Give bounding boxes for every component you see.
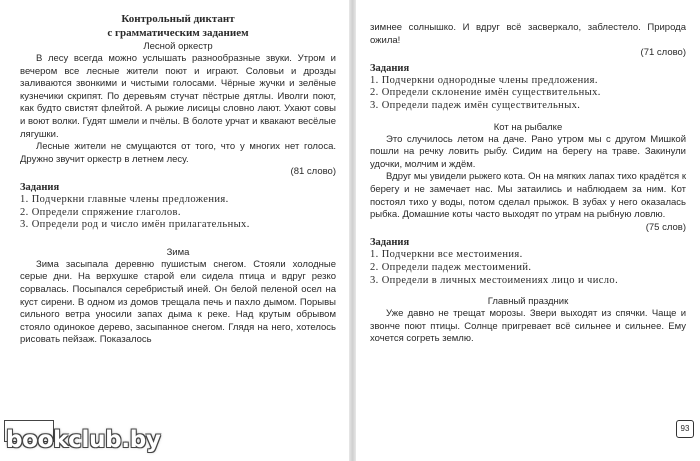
book-gutter: [349, 0, 356, 461]
tasks2-item: 2. Определи склонение имён существительных.: [370, 87, 601, 99]
tasks3-title: Задания: [370, 237, 410, 249]
watermark-logo-text: bookclub.by: [6, 427, 161, 453]
tasks1-item: 3. Определи род и число имён прилагательных.: [20, 219, 250, 231]
tasks1-item: 1. Подчеркни главные члены предложения.: [20, 193, 229, 205]
tasks1-title: Задания: [20, 181, 60, 193]
text4-paragraph1: Уже давно не трещат морозы. Звери выходят из спячки. Чаще и звонче поют птицы. Солнце пригревает всё сильнее и сильнее. Ему хочется согреть землю.: [370, 308, 686, 345]
tasks2-item: 1. Подчеркни однородные члены предложения.: [370, 74, 598, 86]
right-page: [356, 0, 700, 461]
section-title-line1: Контрольный диктант: [121, 13, 235, 25]
text2-word-count: (71 слово): [640, 47, 686, 59]
text-heading-cat-fishing: Кот на рыбалке: [493, 121, 563, 133]
watermark: [0, 420, 184, 454]
section-title-line2: с грамматическим заданием: [107, 27, 249, 39]
text2-paragraph1: Зима засыпала деревню пушистым снегом. Стояли холодные серые дни. На верхушке старой ели сидела птица и вдруг резко сорвалась. Посыпался серебристый иней. Он белой пеленой осел на куст сирени. В одном из домов трещала печь и пахло дымом. Порывы сильного ветра уносили запах дыма к реке. Над крутым обрывом стояло одинокое дерево, засыпанное снегом. Глядя на него, хотелось рисовать пейзаж. Показалось: [20, 258, 336, 346]
text-heading-main-holiday: Главный праздник: [487, 296, 569, 308]
tasks3-item: 3. Определи в личных местоимениях лицо и число.: [370, 274, 619, 286]
text1-word-count: (81 слово): [290, 166, 336, 178]
tasks1-item: 2. Определи спряжение глаголов.: [20, 206, 181, 218]
text1-paragraph1: В лесу всегда можно услышать разнообразные звуки. Утром и вечером все лесные жители поют и играют. Соловьи и дрозды заливаются звонкими и чистыми голосами. Чёрные жучки и зелёные кузнечики скрипят. По деревьям стучат пёстрые дятлы. Иволги поют, как будто свистят флейтой. А рыжие лисицы словно лают. Ухают совы и воют волки. Гудят шмели и пчёлы. В болоте урчат и квакают весёлые лягушки.: [20, 53, 336, 140]
tasks3-item: 1. Подчеркни все местоимения.: [370, 249, 523, 261]
page-number: 93: [676, 420, 694, 438]
text-heading-winter: Зима: [166, 246, 190, 258]
tasks2-item: 3. Определи падеж имён существительных.: [370, 99, 581, 111]
tasks3-item: 2. Определи падеж местоимений.: [370, 261, 532, 273]
text-heading-forest-orchestra: Лесной оркестр: [143, 41, 213, 52]
text2-continuation: зимнее солнышко. И вдруг всё засверкало, заблестело. Природа ожила!: [370, 22, 686, 46]
text3-paragraph2: Вдруг мы увидели рыжего кота. Он на мягких лапах тихо крадётся к берегу и не замечает нас. Мы затаились и наблюдаем за ним. Кот постоял тихо у воды, потом сделал прыжок. В зубах у него оказалась рыбка. Домашние коты часто выходят по утрам на рыбную ловлю.: [370, 171, 686, 221]
text3-word-count: (75 слов): [645, 221, 686, 233]
text1-paragraph2: Лесные жители не смущаются от того, что у многих нет голоса. Дружно звучит оркестр в летнем лесу.: [20, 141, 336, 165]
text3-paragraph1: Это случилось летом на даче. Рано утром мы с другом Мишкой пошли на речку ловить рыбу. Сидим на берегу на траве. Закинули удочки, молчим и ждём.: [370, 133, 686, 170]
tasks2-title: Задания: [370, 62, 410, 74]
